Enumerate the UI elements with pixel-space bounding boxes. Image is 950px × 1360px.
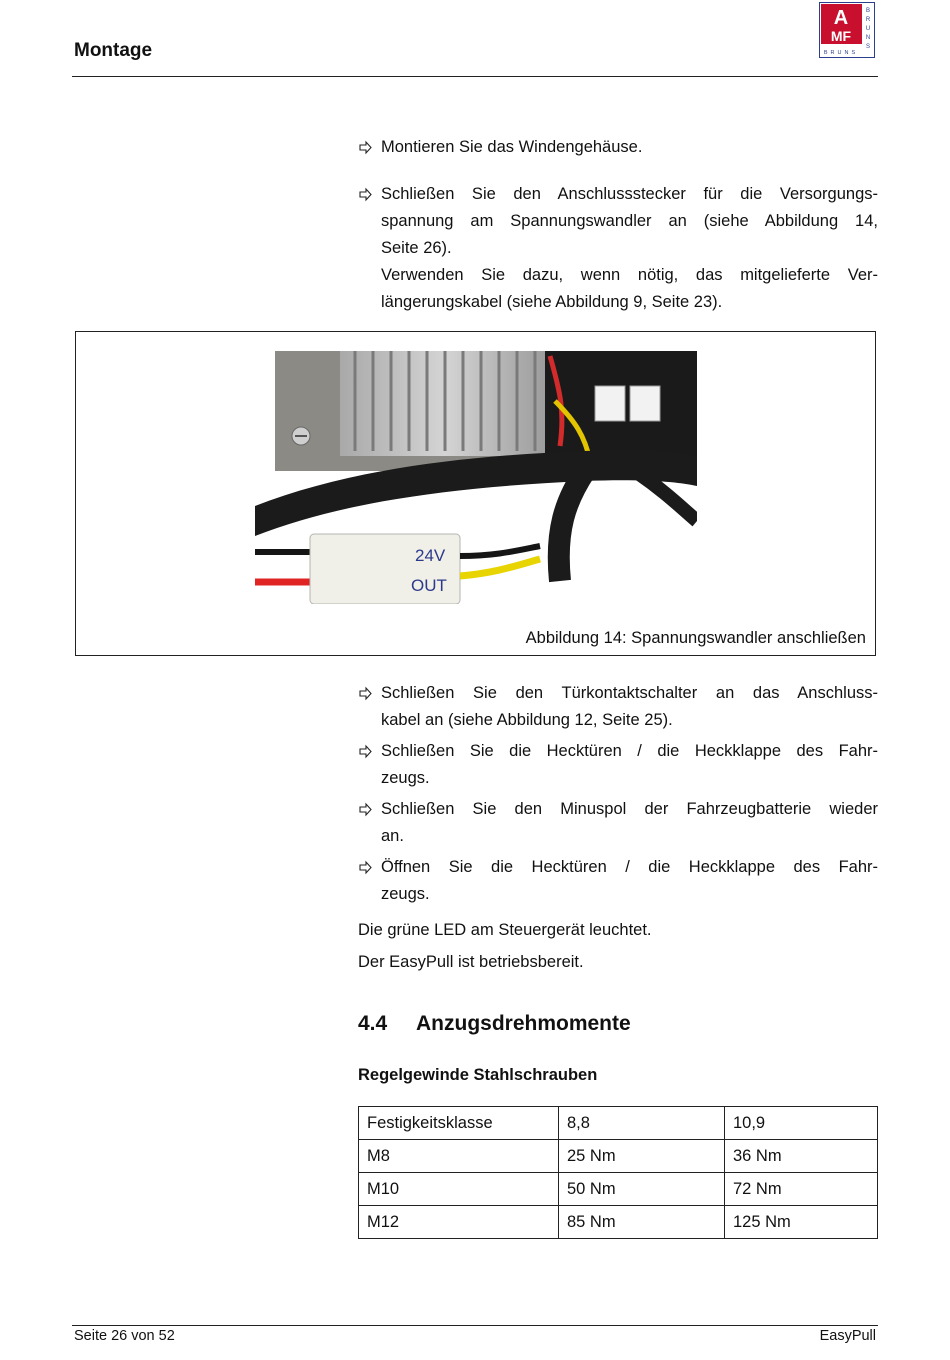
logo-letters-mf: MF <box>830 28 852 44</box>
table-cell: 125 Nm <box>725 1206 878 1239</box>
table-header-cell: 10,9 <box>725 1107 878 1140</box>
instruction-step <box>358 680 878 734</box>
svg-text:S: S <box>865 44 871 50</box>
step-line: Schließen Sie die Hecktüren / die Heckklappe des Fahr- <box>381 742 878 760</box>
step-line: Schließen Sie den Anschlussstecker für die Versorgungs- <box>381 185 878 203</box>
table-cell: 50 Nm <box>559 1173 725 1206</box>
table-cell: M12 <box>359 1206 559 1239</box>
table-cell: 85 Nm <box>559 1206 725 1239</box>
table-row <box>359 1173 878 1206</box>
result-text: Die grüne LED am Steuergerät leuchtet. <box>358 921 652 939</box>
section-heading <box>358 1012 631 1036</box>
footer-divider <box>72 1325 878 1326</box>
svg-text:BRUNS: BRUNS <box>823 50 859 56</box>
table-cell: M10 <box>359 1173 559 1206</box>
step-line: Schließen Sie den Türkontaktschalter an das Anschluss- <box>381 684 878 702</box>
section-title: Anzugsdrehmomente <box>416 1012 631 1035</box>
step-line: Verwenden Sie dazu, wenn nötig, das mitgelieferte Ver- <box>381 266 878 284</box>
connector-label: OUT <box>411 576 447 595</box>
section-number: 4.4 <box>358 1012 388 1035</box>
step-line: an. <box>381 827 404 845</box>
table-header-cell: Festigkeitsklasse <box>359 1107 559 1140</box>
voltage-converter-photo <box>255 351 697 604</box>
table-row <box>359 1140 878 1173</box>
arrow-right-icon <box>358 680 374 707</box>
header-divider <box>72 76 878 77</box>
table-cell: M8 <box>359 1140 559 1173</box>
step-line: Montieren Sie das Windengehäuse. <box>381 138 643 156</box>
torque-table <box>358 1106 878 1239</box>
amf-bruns-logo <box>819 2 875 58</box>
instruction-step <box>358 738 878 792</box>
step-line: Schließen Sie den Minuspol der Fahrzeugbatterie wieder <box>381 800 878 818</box>
arrow-right-icon <box>358 738 374 765</box>
step-line: spannung am Spannungswandler an (siehe Abbildung 14, <box>381 212 878 230</box>
logo-letter-a: A <box>833 7 849 29</box>
step-line: Seite 26). <box>381 239 452 257</box>
table-header-row <box>359 1107 878 1140</box>
svg-text:U: U <box>865 26 871 32</box>
step-line: kabel an (siehe Abbildung 12, Seite 25). <box>381 711 673 729</box>
result-text: Der EasyPull ist betriebsbereit. <box>358 953 584 971</box>
instruction-step <box>358 134 878 161</box>
arrow-right-icon <box>358 181 374 208</box>
page-number: Seite 26 von 52 <box>74 1328 175 1344</box>
product-name: EasyPull <box>819 1328 876 1344</box>
instruction-step <box>358 796 878 850</box>
table-subheading: Regelgewinde Stahlschrauben <box>358 1066 598 1084</box>
connector-label: 24V <box>415 546 446 565</box>
table-header-cell: 8,8 <box>559 1107 725 1140</box>
svg-text:R: R <box>865 17 871 23</box>
arrow-right-icon <box>358 796 374 823</box>
page-header-title: Montage <box>74 40 153 61</box>
step-line: längerungskabel (siehe Abbildung 9, Seite 23). <box>381 293 723 311</box>
table-row <box>359 1206 878 1239</box>
table-cell: 25 Nm <box>559 1140 725 1173</box>
arrow-right-icon <box>358 134 374 161</box>
instruction-step <box>358 854 878 908</box>
step-line: zeugs. <box>381 885 430 903</box>
svg-text:N: N <box>865 35 871 41</box>
svg-text:B: B <box>865 8 871 14</box>
figure-caption: Abbildung 14: Spannungswandler anschließen <box>525 629 866 647</box>
step-line: zeugs. <box>381 769 430 787</box>
arrow-right-icon <box>358 854 374 881</box>
step-line: Öffnen Sie die Hecktüren / die Heckklappe des Fahr- <box>381 858 878 876</box>
table-cell: 36 Nm <box>725 1140 878 1173</box>
instruction-step <box>358 181 878 316</box>
table-cell: 72 Nm <box>725 1173 878 1206</box>
